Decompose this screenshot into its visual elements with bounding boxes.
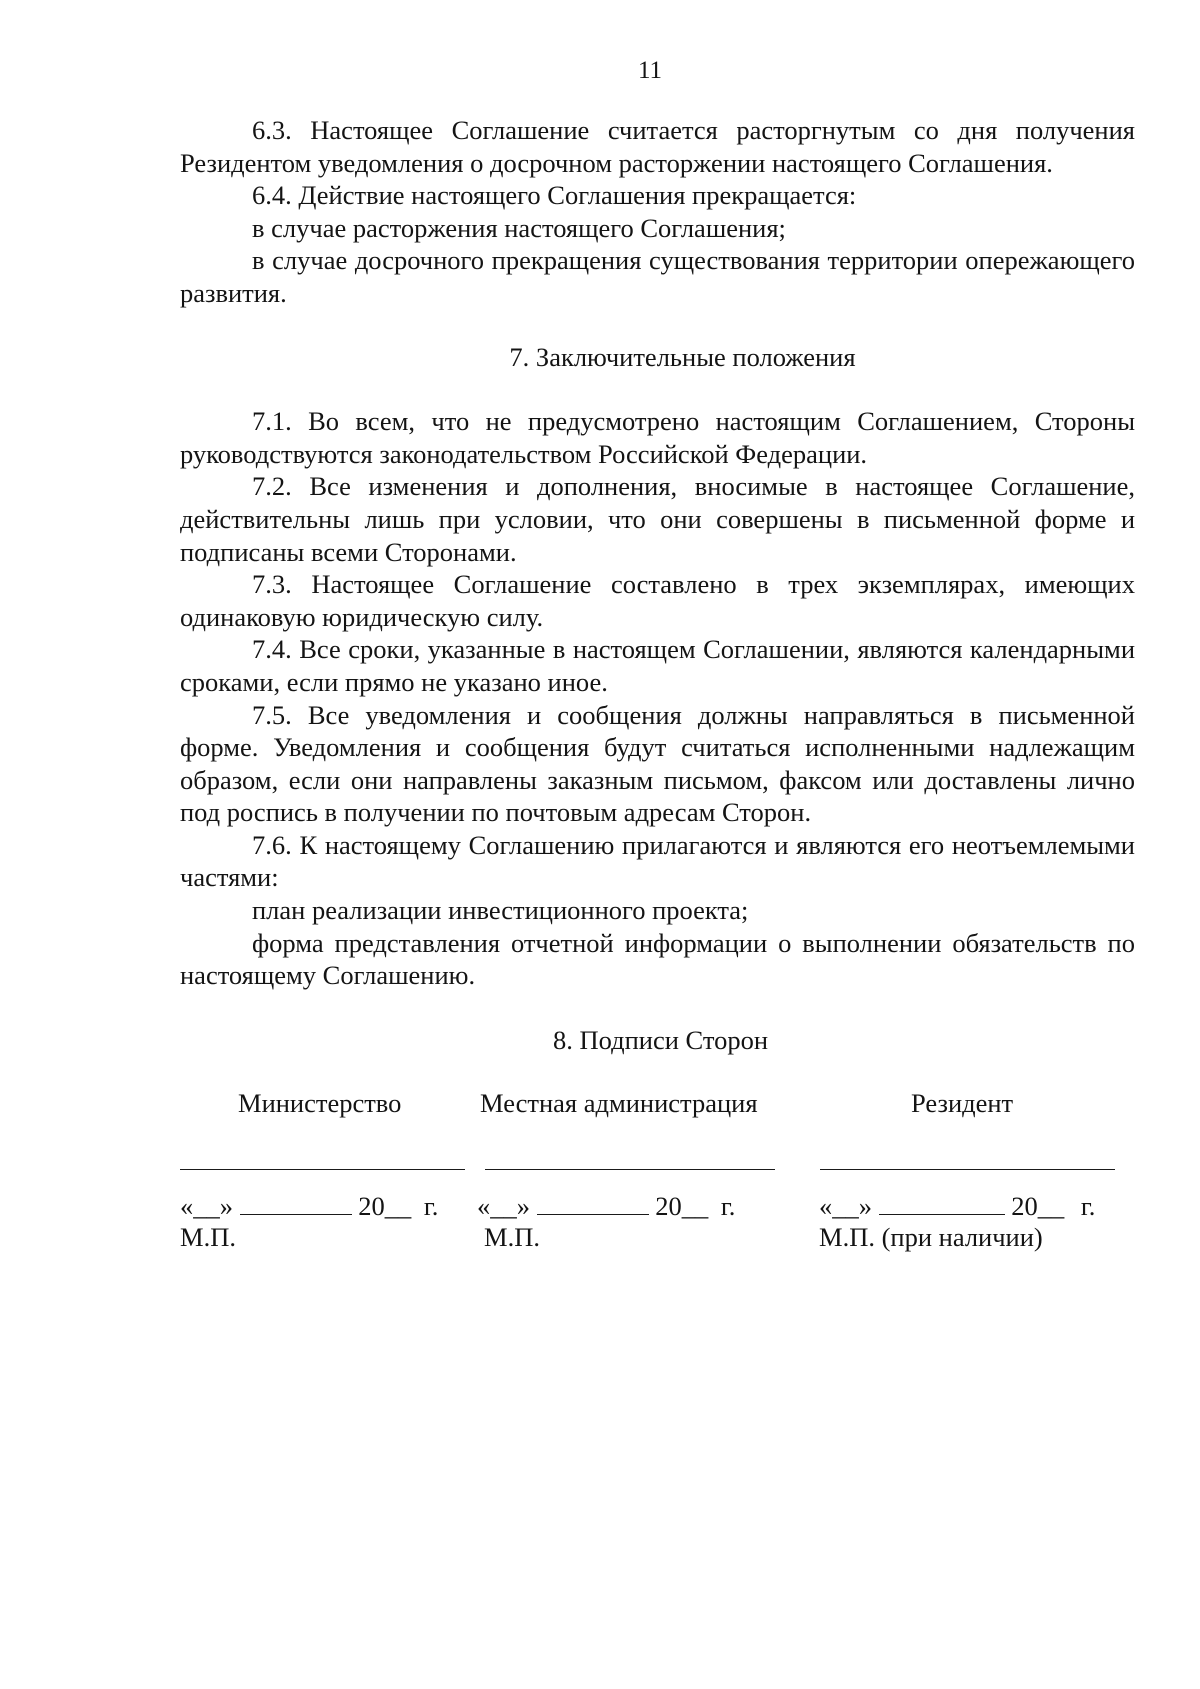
date-day-ministry: «__» <box>180 1191 233 1221</box>
signature-date-local-admin <box>477 1191 735 1221</box>
signature-title-ministry: Министерство <box>238 1088 402 1118</box>
signature-date-ministry <box>180 1191 438 1221</box>
section-8-heading: 8. Подписи Сторон <box>552 1024 769 1055</box>
seal-resident: М.П. (при наличии) <box>819 1222 1043 1252</box>
signature-line-ministry <box>180 1169 465 1170</box>
paragraph-7-6-item-2: форма представления отчетной информации о выполнении обязательств по настоящему Соглашению. <box>180 927 1135 991</box>
paragraph-6-3: 6.3. Настоящее Соглашение считается расторгнутым со дня получения Резидентом уведомления о досрочном расторжении настоящего Соглашения. <box>180 115 1135 178</box>
date-month-blank-local-admin <box>537 1213 649 1215</box>
signature-title-local-admin: Местная администрация <box>480 1088 758 1118</box>
paragraph-6-4-item-1: в случае расторжения настоящего Соглашения; <box>252 212 786 243</box>
date-year-local-admin: 20__ <box>655 1191 709 1221</box>
date-year-suffix-resident: г. <box>1080 1191 1096 1221</box>
paragraph-7-2: 7.2. Все изменения и дополнения, вносимые в настоящее Соглашение, действительны лишь при условии, что они совершены в письменной форме и подписаны всеми Сторонами. <box>180 471 1135 567</box>
date-year-suffix-local-admin: г. <box>720 1191 736 1221</box>
paragraph-6-4: 6.4. Действие настоящего Соглашения прекращается: <box>252 180 857 211</box>
paragraph-7-1: 7.1. Во всем, что не предусмотрено настоящим Соглашением, Стороны руководствуются законодательством Российской Федерации. <box>180 406 1135 469</box>
date-day-resident: «__» <box>819 1191 872 1221</box>
date-year-suffix-ministry: г. <box>423 1191 439 1221</box>
document-body <box>180 114 1135 1056</box>
signature-block <box>180 1087 1135 1267</box>
paragraph-6-4-item-2: в случае досрочного прекращения существования территории опережающего развития. <box>180 245 1135 308</box>
signature-title-resident: Резидент <box>911 1088 1014 1118</box>
date-month-blank-ministry <box>240 1213 352 1215</box>
date-year-resident: 20__ <box>1011 1191 1065 1221</box>
seal-local-admin: М.П. <box>484 1222 540 1252</box>
paragraph-7-4: 7.4. Все сроки, указанные в настоящем Соглашении, являются календарными сроками, если прямо не указано иное. <box>180 634 1135 697</box>
paragraph-7-6: 7.6. К настоящему Соглашению прилагаются и являются его неотъемлемыми частями: <box>180 829 1135 893</box>
paragraph-7-3: 7.3. Настоящее Соглашение составлено в трех экземплярах, имеющих одинаковую юридическую силу. <box>180 569 1135 632</box>
date-day-local-admin: «__» <box>477 1191 530 1221</box>
signature-line-local-admin <box>485 1169 775 1170</box>
paragraph-7-6-item-1: план реализации инвестиционного проекта; <box>252 895 749 926</box>
date-month-blank-resident <box>879 1213 1005 1215</box>
signature-date-resident <box>819 1191 1095 1221</box>
section-7-heading: 7. Заключительные положения <box>509 341 856 372</box>
seal-ministry: М.П. <box>180 1222 236 1252</box>
signature-line-resident <box>820 1169 1115 1170</box>
page-number: 11 <box>637 57 663 84</box>
date-year-ministry: 20__ <box>358 1191 412 1221</box>
paragraph-7-5: 7.5. Все уведомления и сообщения должны направляться в письменной форме. Уведомления и сообщения будут считаться исполненными надлежащим образом, если они направлены заказным письмом, факсом или доставлены лично под роспись в получении по почтовым адресам Сторон. <box>180 699 1135 828</box>
